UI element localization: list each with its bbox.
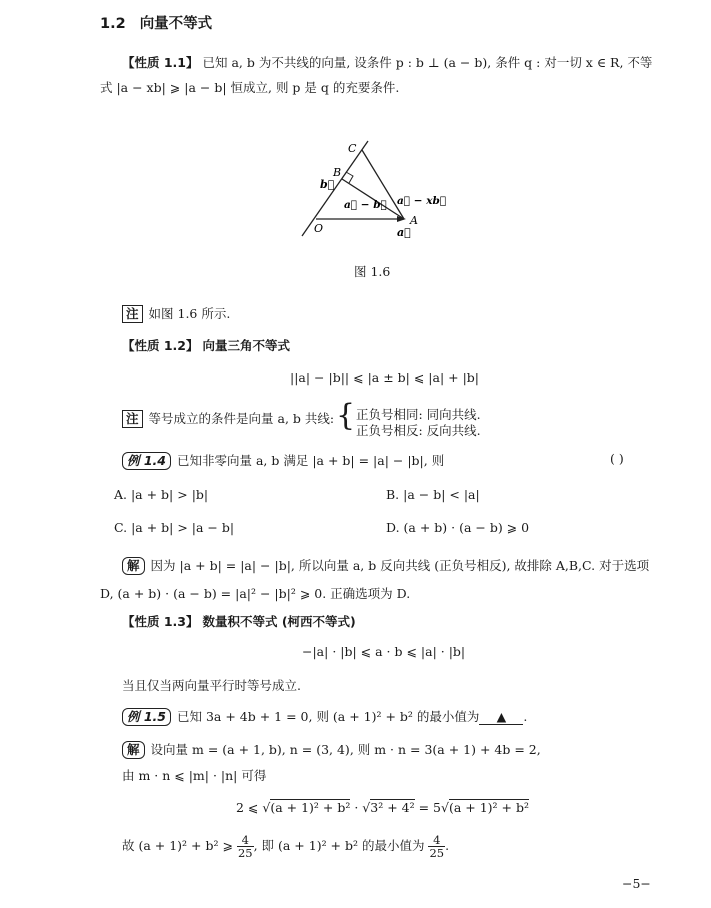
note-1-tag: 注 [122,305,143,323]
sqrt-sign-2: √ [362,800,371,815]
solution-1-5-tag: 解 [122,741,145,759]
label-A: A [410,214,418,227]
label-vector-b: b⃗ [320,178,335,191]
conclusion-pre: 故 (a + 1)² + b² ⩾ [122,838,233,853]
formula-dot: · [350,800,363,815]
fraction-2-numerator: 4 [428,834,445,847]
vector-figure [296,136,456,246]
conclusion-end: . [445,838,450,853]
label-B: B [333,166,342,179]
property-1-2-label: 【性质 1.2】 [122,338,199,353]
formula-left: 2 ⩽ [236,800,263,815]
cauchy-formula [236,800,529,815]
example-1-5-tag: 例 1.5 [122,708,171,726]
right-angle-mark [346,172,353,183]
solution-1-4-tag: 解 [122,557,145,575]
solution-1-4-text1: 因为 |a + b| = |a| − |b|, 所以向量 a, b 反向共线 (正负号相反), 故排除 A,B,C. 对于选项 [150,558,650,573]
section-number: 1.2 [100,16,126,32]
fraction-2-denominator: 25 [429,846,445,860]
property-1-1-text1: 已知 a, b 为不共线的向量, 设条件 p : b ⊥ (a − b), 条件 q : 对一切 x ∈ R, 不等 [202,55,653,70]
label-a-minus-xb: a⃗ − xb⃗ [397,195,447,207]
solution-1-5-line2: 由 m · n ⩽ |m| · |n| 可得 [122,768,267,783]
fraction-1-denominator: 25 [237,846,253,860]
figure-caption: 图 1.6 [354,264,391,279]
property-1-3-title: 数量积不等式 (柯西不等式) [202,614,356,629]
label-O: O [314,222,324,235]
solution-1-4-line2: D, (a + b) · (a − b) = |a|² − |b|² ⩾ 0. 正确选项为 D. [100,586,411,601]
property-1-2-title: 向量三角不等式 [202,338,290,353]
label-vector-a: a⃗ [397,226,411,239]
solution-1-5-conclusion [122,834,449,859]
conclusion-mid: , 即 (a + 1)² + b² 的最小值为 [253,838,425,853]
example-1-4-stem [122,451,444,470]
property-1-1-line2: 式 |a − xb| ⩾ |a − b| 恒成立, 则 p 是 q 的充要条件. [100,80,400,95]
solution-1-5-line1 [122,740,541,759]
property-1-3-label: 【性质 1.3】 [122,614,199,629]
formula-eq: = 5 [414,800,441,815]
fraction-1 [237,834,254,859]
property-1-2-formula: ||a| − |b|| ⩽ |a ± b| ⩽ |a| + |b| [290,370,480,385]
example-1-4-text: 已知非零向量 a, b 满足 |a + b| = |a| − |b|, 则 [177,453,445,468]
answer-blank: ▲ [479,709,523,725]
line-oc [302,141,368,236]
example-1-5-text: 已知 3a + 4b + 1 = 0, 则 (a + 1)² + b² 的最小值为 [177,709,480,724]
option-A: A. |a + b| > |b| [114,487,209,502]
section-title: 向量不等式 [139,16,213,32]
answer-parentheses: ( ) [610,451,624,466]
section-heading [100,12,212,33]
property-1-3-formula: −|a| · |b| ⩽ a · b ⩽ |a| · |b| [302,644,466,659]
note-2-case-2: 正负号相反: 反向共线. [356,423,481,438]
note-2-case-1: 正负号相同: 同向共线. [356,407,481,422]
solution-1-4-line1 [122,556,649,575]
note-2-text: 等号成立的条件是向量 a, b 共线: [148,411,335,426]
option-B: B. |a − b| < |a| [386,487,480,502]
sqrt-sign-1: √ [262,800,271,815]
note-2-tag: 注 [122,410,143,428]
note-1 [122,304,230,323]
brace-glyph: { [336,398,356,433]
property-1-3-text: 当且仅当两向量平行时等号成立. [122,678,301,693]
radicand-3: (a + 1)² + b² [448,800,529,815]
note-1-text: 如图 1.6 所示. [148,306,231,321]
page-number: −5− [622,876,651,891]
fraction-2 [428,834,445,859]
option-C: C. |a + b| > |a − b| [114,520,235,535]
fraction-1-numerator: 4 [237,834,254,847]
property-1-3-heading [122,612,356,630]
radicand-2: 3² + 4² [370,800,415,815]
radicand-1: (a + 1)² + b² [270,800,351,815]
label-C: C [348,142,357,155]
property-1-2-heading [122,336,290,354]
example-1-4-tag: 例 1.4 [122,452,171,470]
property-1-1-label: 【性质 1.1】 [122,55,199,70]
sqrt-sign-3: √ [441,800,449,815]
option-D: D. (a + b) · (a − b) ⩾ 0 [386,520,530,535]
solution-1-5-text1: 设向量 m = (a + 1, b), n = (3, 4), 则 m · n = 3(a + 1) + 4b = 2, [150,742,541,757]
property-1-1-line1 [122,53,652,71]
example-1-5-stem [122,707,527,726]
note-2 [122,409,334,428]
label-a-minus-b: a⃗ − b⃗ [344,199,387,211]
example-1-5-end: . [523,709,528,724]
